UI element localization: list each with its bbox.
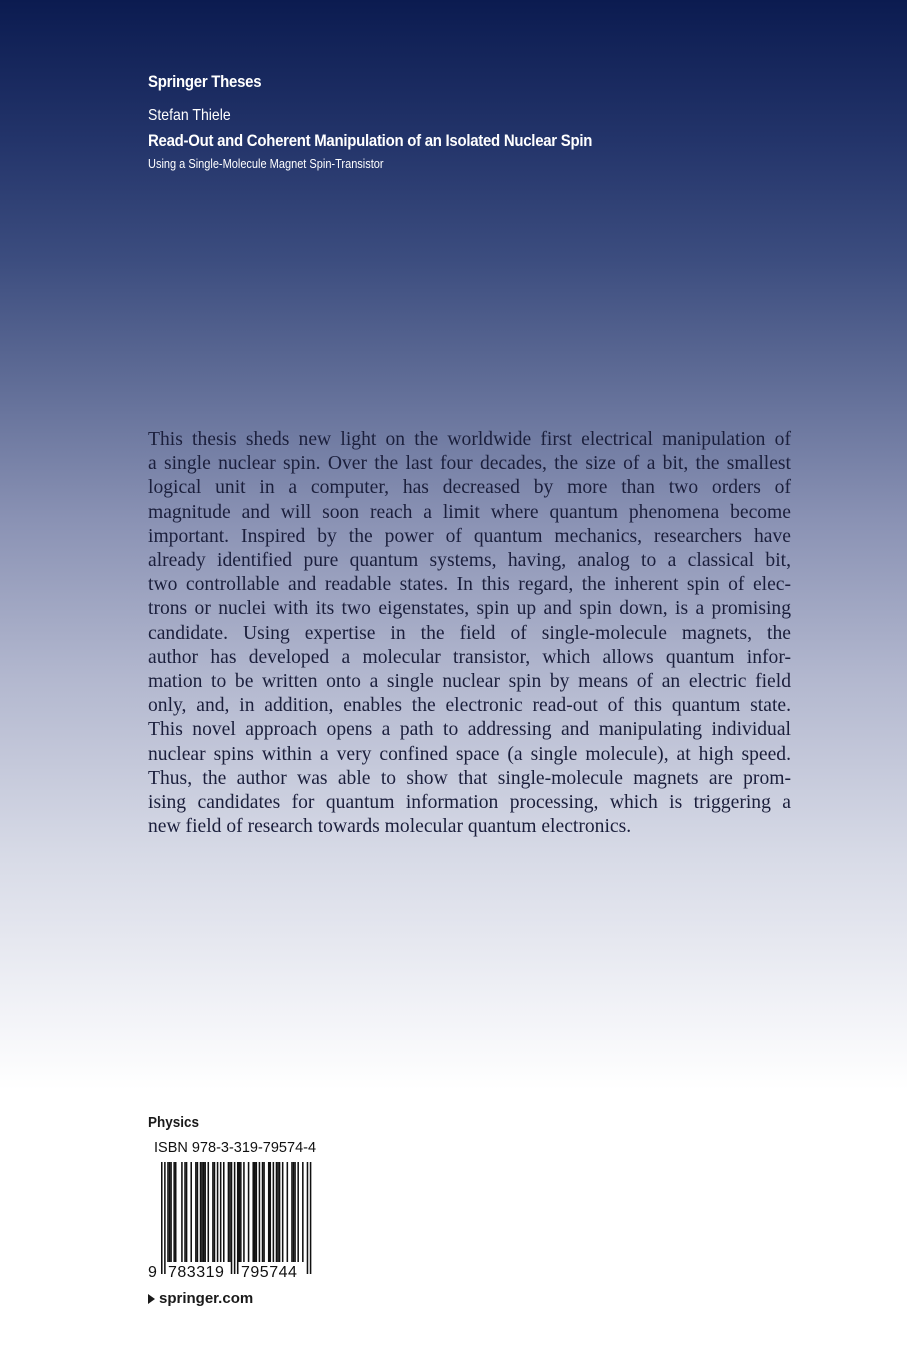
blurb-line: This thesis sheds new light on the worldwide first electrical manipulation of xyxy=(148,429,791,450)
barcode-bar xyxy=(170,1162,172,1262)
blurb-text xyxy=(148,428,791,839)
barcode-bar xyxy=(239,1162,241,1262)
blurb-line: a single nuclear spin. Over the last four decades, the size of a bit, the smallest xyxy=(148,453,791,475)
blurb-line: two controllable and readable states. In this regard, the inherent spin of elec- xyxy=(148,574,791,596)
barcode-bar xyxy=(208,1162,210,1262)
blurb-line: logical unit in a computer, has decreased by more than two orders of xyxy=(148,477,791,499)
subject-category: Physics xyxy=(148,1114,200,1131)
barcode-bar xyxy=(302,1162,304,1262)
barcode-bar xyxy=(201,1162,203,1262)
barcode-bar xyxy=(200,1162,202,1262)
barcode-bar xyxy=(287,1162,289,1262)
book-subtitle: Using a Single-Molecule Magnet Spin-Transistor xyxy=(148,157,384,171)
blurb-line: Thus, the author was able to show that single-molecule magnets are prom- xyxy=(148,767,791,789)
blurb-line: important. Inspired by the power of quantum mechanics, researchers have xyxy=(148,525,791,547)
barcode-bar xyxy=(263,1162,265,1262)
barcode-bar xyxy=(195,1162,197,1262)
barcode-bar xyxy=(184,1162,186,1262)
barcode-bar xyxy=(268,1162,270,1262)
arrow-right-icon xyxy=(148,1294,155,1304)
website-link[interactable] xyxy=(148,1290,253,1307)
barcode-bar xyxy=(181,1162,183,1262)
barcode-bar xyxy=(276,1162,278,1262)
author-name: Stefan Thiele xyxy=(148,107,231,124)
barcode-bar xyxy=(175,1162,177,1262)
barcode-bar xyxy=(262,1162,264,1262)
barcode-bar xyxy=(169,1162,171,1262)
blurb-line: ising candidates for quantum information processing, which is triggering a xyxy=(148,792,791,814)
isbn-text: ISBN 978-3-319-79574-4 xyxy=(154,1140,317,1156)
barcode-bar xyxy=(310,1162,312,1274)
barcode-bar xyxy=(240,1162,242,1262)
barcode-bar xyxy=(220,1162,222,1262)
blurb-line: mation to be written onto a single nuclear spin by means of an electric field xyxy=(148,671,791,693)
barcode-bar xyxy=(256,1162,258,1262)
barcode-bar xyxy=(254,1162,256,1262)
barcode-bar xyxy=(279,1162,281,1262)
barcode-bar xyxy=(161,1162,163,1274)
barcode-bar xyxy=(217,1162,219,1262)
blurb-line: candidate. Using expertise in the field of single-molecule magnets, the xyxy=(148,622,791,644)
barcode-bar xyxy=(270,1162,272,1262)
blurb-line: only, and, in addition, enables the electronic read-out of this quantum state. xyxy=(148,695,791,717)
barcode-bar xyxy=(297,1162,299,1262)
barcode-bar xyxy=(186,1162,188,1262)
barcode-bar xyxy=(228,1162,230,1262)
barcode-bar xyxy=(293,1162,295,1262)
barcode-bar xyxy=(234,1162,236,1274)
barcode-bar xyxy=(190,1162,192,1262)
barcode-bar xyxy=(243,1162,245,1262)
barcode-digit-first: 9 xyxy=(148,1264,157,1281)
barcode-bar xyxy=(197,1162,199,1262)
blurb-line: author has developed a molecular transistor, which allows quantum infor- xyxy=(148,646,791,668)
series-name: Springer Theses xyxy=(148,72,262,91)
barcode-bar xyxy=(223,1162,225,1262)
barcode-bar xyxy=(204,1162,206,1262)
barcode-bar xyxy=(229,1162,231,1262)
barcode-digits-right: 795744 xyxy=(241,1264,298,1281)
barcode-bar xyxy=(273,1162,275,1262)
barcode-bar xyxy=(277,1162,279,1262)
barcode-bar xyxy=(252,1162,254,1262)
barcode-bar xyxy=(167,1162,169,1262)
barcode-digits-left: 783319 xyxy=(168,1264,225,1281)
barcode-icon xyxy=(148,1162,318,1274)
barcode-bar xyxy=(212,1162,214,1262)
barcode-block xyxy=(148,1140,328,1288)
barcode-bar xyxy=(214,1162,216,1262)
barcode-bar xyxy=(291,1162,293,1262)
barcode-bar xyxy=(173,1162,175,1262)
barcode-bar xyxy=(248,1162,250,1262)
barcode-bar xyxy=(203,1162,205,1262)
barcode-bar xyxy=(164,1162,166,1274)
barcode-bar xyxy=(231,1162,233,1274)
barcode-bar xyxy=(282,1162,284,1262)
website-label: springer.com xyxy=(159,1290,254,1307)
barcode-bar xyxy=(294,1162,296,1262)
blurb-line: new field of research towards molecular quantum electronics. xyxy=(148,816,632,838)
blurb-line: nuclear spins within a very confined space (a single molecule), at high speed. xyxy=(148,743,791,765)
barcode-bar xyxy=(237,1162,239,1274)
blurb-line: magnitude and will soon reach a limit where quantum phenomena become xyxy=(148,501,791,523)
book-title: Read-Out and Coherent Manipulation of an Isolated Nuclear Spin xyxy=(148,131,593,150)
blurb-line: This novel approach opens a path to addressing and manipulating individual xyxy=(148,719,791,741)
blurb-line: already identified pure quantum systems, having, analog to a classical bit, xyxy=(148,550,791,572)
barcode-bar xyxy=(259,1162,261,1262)
blurb-line: trons or nuclei with its two eigenstates, spin up and spin down, is a promising xyxy=(148,598,791,620)
barcode-bar xyxy=(307,1162,309,1274)
